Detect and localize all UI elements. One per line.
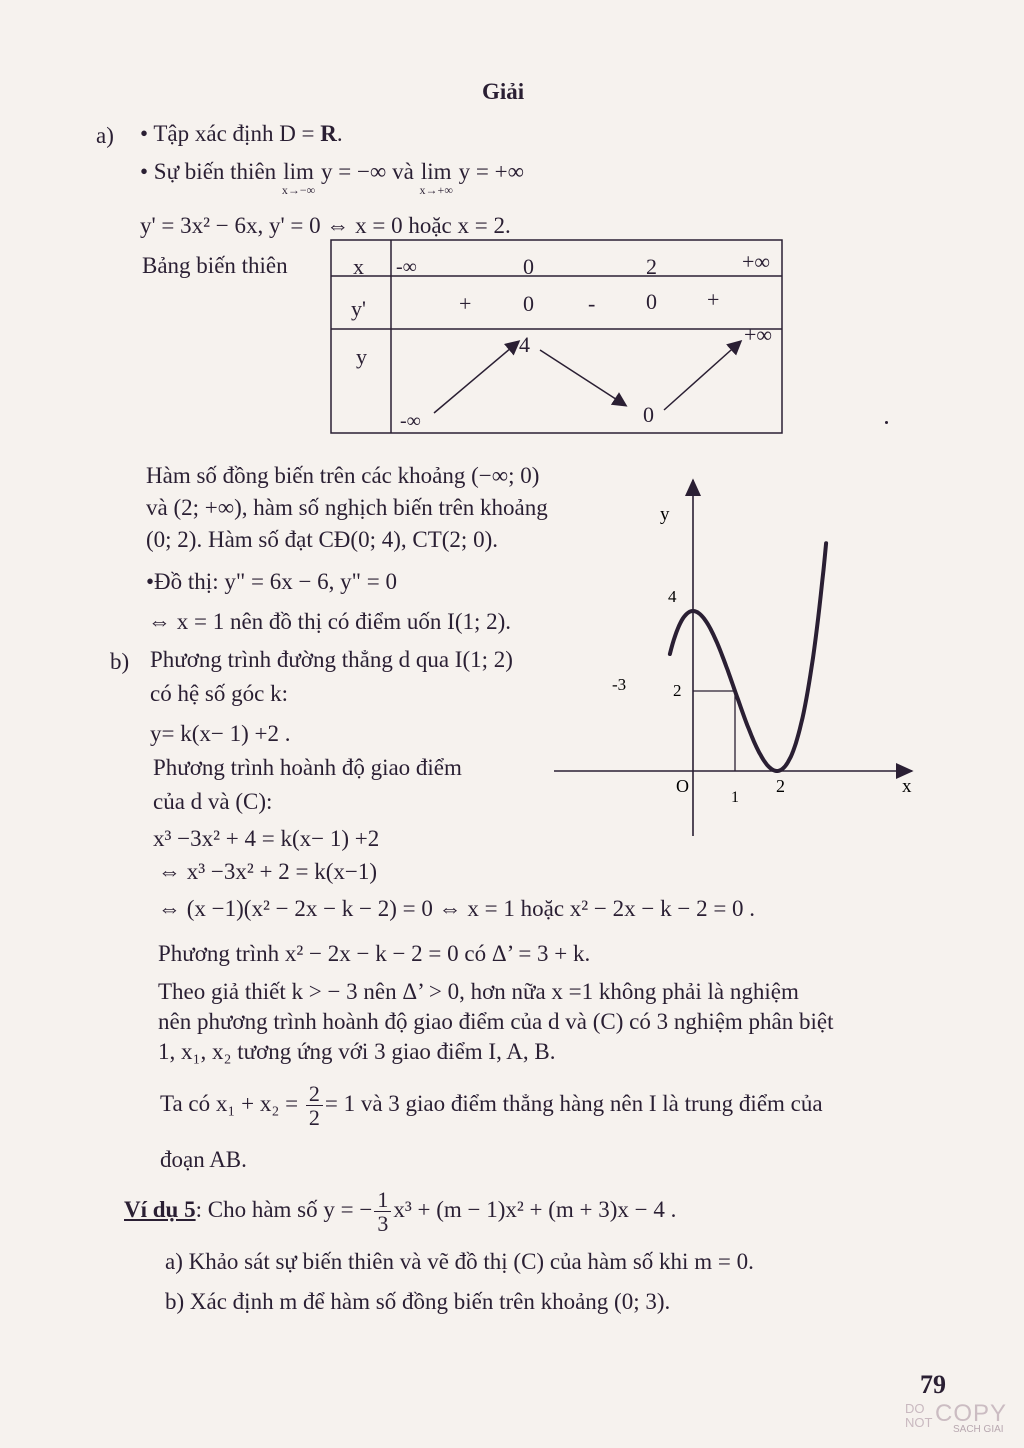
text-line: Hàm số đồng biến trên các khoảng (−∞; 0) — [146, 463, 540, 488]
stray-dot — [885, 421, 888, 424]
table-y-value: +∞ — [744, 322, 773, 347]
table-sign: + — [459, 291, 472, 316]
x-tick-1: 1 — [731, 789, 739, 806]
origin-label: O — [676, 776, 689, 796]
table-sign: - — [588, 291, 596, 316]
solution-title: Giải — [482, 79, 525, 104]
table-row-y-label: y — [356, 344, 367, 369]
text-line: Theo giả thiết k > − 3 nên Δ’ > 0, hơn nữa x =1 không phải là nghiệm — [158, 979, 799, 1004]
x-tick-2: 2 — [776, 776, 785, 796]
table-x-value: +∞ — [742, 249, 771, 274]
part-a-label: a) — [96, 123, 114, 148]
table-sign: 0 — [523, 291, 534, 316]
y-tick-2: 2 — [673, 681, 682, 700]
watermark-logo: DO NOT COPY SACH GIAI — [905, 1400, 1008, 1435]
variation-table-label: Bảng biến thiên — [142, 253, 288, 278]
x-axis-label: x — [902, 776, 912, 797]
equation-line: ⇔ (x −1)(x² − 2x − k − 2) = 0 ⇔ x = 1 hoặc x² − 2x − k − 2 = 0 . — [158, 896, 756, 921]
question-b: b) Xác định m để hàm số đồng biến trên khoảng (0; 3). — [165, 1289, 671, 1314]
part-b-label: b) — [110, 649, 130, 674]
table-row-y1-label: y' — [351, 296, 366, 321]
table-row-x-label: x — [353, 254, 364, 279]
fraction: $\frac{1}{3}$ — [374, 1188, 391, 1235]
domain-line: • Tập xác định D = R. — [140, 121, 343, 146]
sum-line: Ta có x₁ + x₂ = $\frac{2}{2}$ = 1 và 3 giao điểm thẳng hàng nên I là trung điểm của — [160, 1081, 823, 1131]
text-line: của d và (C): — [153, 789, 273, 814]
equation-line: x³ −3x² + 4 = k(x− 1) +2 — [153, 826, 380, 851]
text-line: và (2; +∞), hàm số nghịch biến trên khoảng — [146, 495, 548, 520]
text-line: nên phương trình hoành độ giao điểm của d và (C) có 3 nghiệm phân biệt — [158, 1009, 834, 1034]
increasing-arrow-1 — [434, 342, 518, 413]
increasing-arrow-2 — [664, 342, 740, 410]
text-line: (0; 2). Hàm số đạt CĐ(0; 4), CT(2; 0). — [146, 527, 498, 552]
y-axis-label: y — [660, 504, 670, 525]
question-a: a) Khảo sát sự biến thiên và vẽ đồ thị (C) của hàm số khi m = 0. — [165, 1249, 754, 1274]
table-x-value: 2 — [646, 254, 657, 279]
text-line: ⇔ x = 1 nên đồ thị có điểm uốn I(1; 2). — [148, 609, 512, 634]
text-line: Phương trình đường thẳng d qua I(1; 2) — [150, 647, 513, 672]
text-line: 1, x₁, x₂ tương ứng với 3 giao điểm I, A, B. — [158, 1039, 556, 1064]
text-line: Phương trình hoành độ giao điểm — [153, 755, 462, 780]
text-line: y= k(x− 1) +2 . — [150, 721, 291, 746]
example-5-label: Ví dụ 5 — [124, 1196, 196, 1222]
text-line: •Đồ thị: y" = 6x − 6, y" = 0 — [146, 569, 398, 594]
fraction: $\frac{2}{2}$ — [306, 1082, 323, 1129]
text-line: có hệ số góc k: — [150, 681, 288, 706]
x-tick-minus-3: -3 — [612, 675, 627, 694]
table-x-value: 0 — [523, 254, 534, 279]
table-x-value: -∞ — [396, 256, 417, 278]
text-line: đoạn AB. — [160, 1147, 247, 1172]
table-sign: + — [707, 287, 720, 312]
limits-line: • Sự biến thiên lim x→−∞ y = −∞ và lim x→+∞ y = +∞ — [140, 159, 524, 197]
table-y-value: -∞ — [400, 410, 421, 432]
page-number: 79 — [920, 1370, 946, 1399]
table-y-value: 4 — [519, 332, 530, 357]
table-sign: 0 — [646, 289, 657, 314]
variation-table — [0, 0, 1024, 460]
equation-line: ⇔ x³ −3x² + 2 = k(x−1) — [158, 859, 377, 884]
equation-line: Phương trình x² − 2x − k − 2 = 0 có Δ’ = 3 + k. — [158, 941, 591, 966]
y-tick-4: 4 — [668, 587, 677, 606]
decreasing-arrow — [540, 350, 625, 405]
derivative-line: y' = 3x² − 6x, y' = 0 ⇔ x = 0 hoặc x = 2. — [140, 213, 511, 238]
function-graph — [540, 470, 930, 850]
table-y-value: 0 — [643, 402, 654, 427]
example-5-line: Ví dụ 5: Cho hàm số y = − $\frac{1}{3}$ x³ + (m − 1)x² + (m + 3)x − 4 . — [124, 1187, 677, 1237]
